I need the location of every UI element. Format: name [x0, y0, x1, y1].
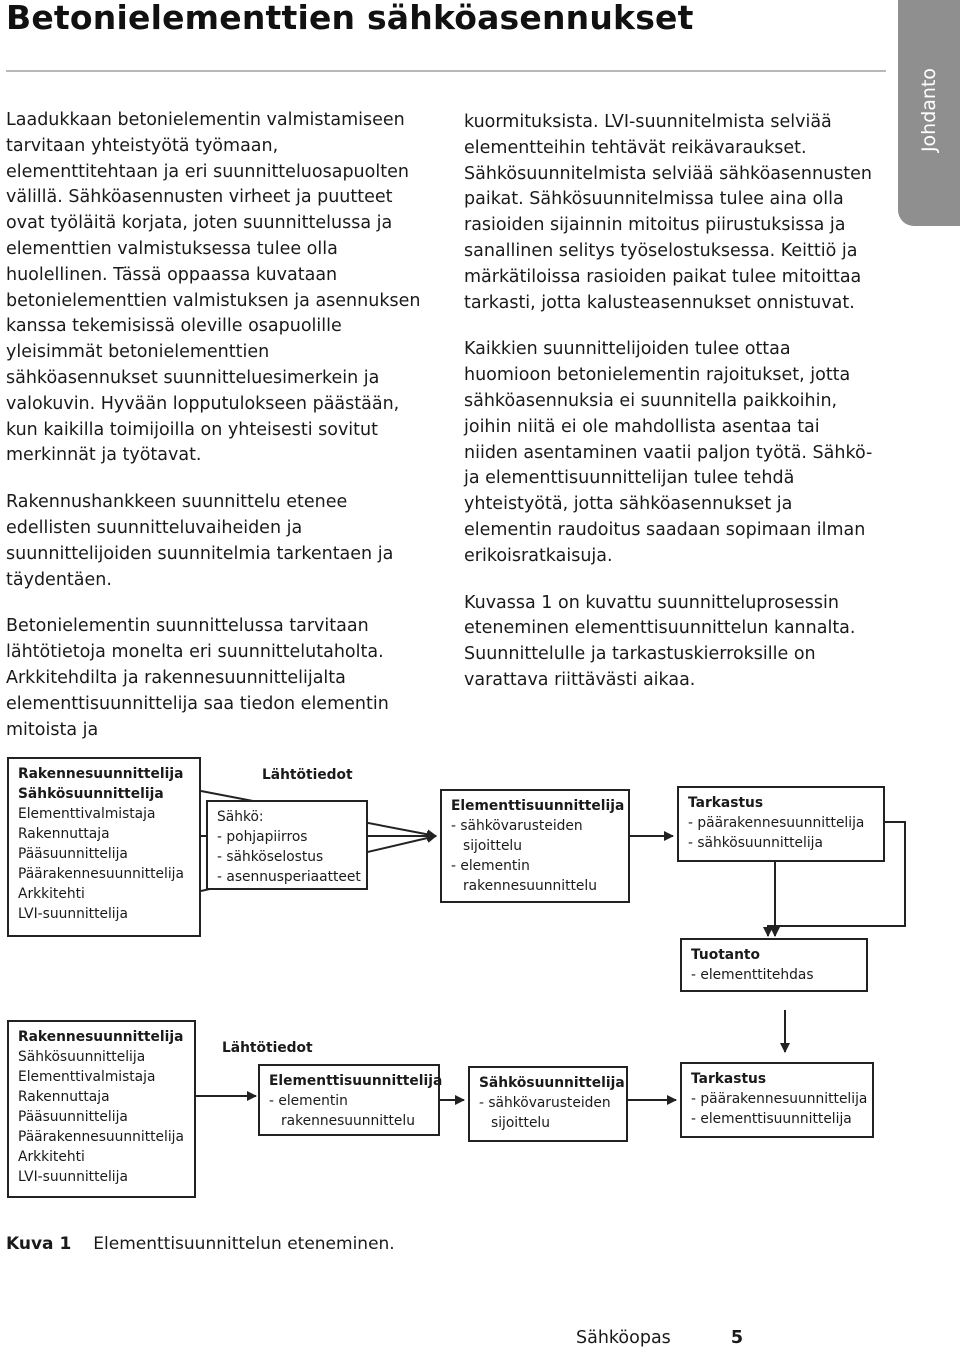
tarkastus-box — [680, 1062, 874, 1138]
box-item: sijoittelu — [491, 1115, 551, 1131]
participant: Sähkösuunnittelija — [18, 786, 164, 802]
box-item: - päärakennesuunnittelija — [691, 1091, 868, 1107]
participant: Rakennesuunnittelija — [18, 1029, 184, 1045]
page-number: 5 — [730, 1328, 743, 1348]
box-item: - elementtisuunnittelija — [691, 1111, 852, 1127]
box-item: - sähkösuunnittelija — [688, 835, 823, 851]
figure-caption — [6, 1234, 395, 1254]
participant: Arkkitehti — [18, 886, 85, 902]
participant: Arkkitehti — [18, 1149, 85, 1165]
box-item: - päärakennesuunnittelija — [688, 815, 865, 831]
lahtotiedot-item: - sähköselostus — [217, 849, 324, 865]
lahtotiedot-item: - asennusperiaatteet — [217, 869, 361, 885]
participant: Rakennesuunnittelija — [18, 766, 184, 782]
tuotanto-box — [680, 938, 868, 992]
participant: Rakennuttaja — [18, 1089, 110, 1105]
box-item: - sähkövarusteiden — [451, 818, 583, 834]
participant: Päärakennesuunnittelija — [18, 1129, 184, 1145]
participant: Elementtivalmistaja — [18, 1069, 156, 1085]
page-title: Betonielementtien sähköasennukset — [6, 0, 694, 37]
lahtotiedot-item: Sähkö: — [217, 809, 264, 825]
elementtisuunnittelija-box — [440, 789, 630, 903]
participant: Rakennuttaja — [18, 826, 110, 842]
caption-text: Elementtisuunnittelun eteneminen. — [93, 1234, 395, 1254]
lahtotiedot-item: - pohjapiirros — [217, 829, 308, 845]
box-item: - elementin — [269, 1093, 348, 1109]
participant: Pääsuunnittelija — [18, 1109, 128, 1125]
box-item: rakennesuunnittelu — [463, 878, 597, 894]
paragraph: Rakennushankkeen suunnittelu etenee edellisten suunnitteluvaiheiden ja suunnittelijoiden suunnitelmia tarkentaen ja täydentäen. — [6, 492, 394, 590]
box-title: Elementtisuunnittelija — [269, 1073, 443, 1089]
caption-label: Kuva 1 — [6, 1234, 72, 1254]
tarkastus-box — [677, 786, 885, 862]
box-item: - sähkövarusteiden — [479, 1095, 611, 1111]
box-item: - elementin — [451, 858, 530, 874]
lahtotiedot-label: Lähtötiedot — [222, 1040, 313, 1056]
participant: LVI-suunnittelija — [18, 906, 128, 922]
box-title: Tarkastus — [691, 1071, 767, 1087]
box-title: Sähkösuunnittelija — [479, 1075, 625, 1091]
paragraph: Laadukkaan betonielementin valmistamiseen tarvitaan yhteistyötä työmaan, elementtitehtaan ja eri suunnitteluosapuolten välillä. Sähköasennusten virheet ja puutteet ovat työläitä korjata, joten suunnittelussa ja elementtien valmistuksessa tulee olla huolellinen. Tässä oppaassa kuvataan betonielementtien valmistuksen ja asennuksen kanssa tekemisissä oleville osapuolille yleisimmät betonielementtien sähköasennukset suunnitteluesimerkein ja valokuvin. Hyvään lopputulokseen päästään, kun kaikilla toimijoilla on yhteisesti sovitut merkinnät ja työtavat. — [6, 110, 421, 466]
participants-box — [7, 757, 201, 937]
sahkosuunnittelija-box — [468, 1066, 628, 1142]
paragraph: Kaikkien suunnittelijoiden tulee ottaa huomioon betonielementin rajoitukset, jotta sähköasennuksia ei suunnitella paikkoihin, joihin niitä ei ole mahdollista asentaa tai niiden asentaminen vaatii paljon työtä. Sähkö- ja elementtisuunnittelijan tulee tehdä yhteistyötä, jotta sähköasennukset ja elementin raudoitus saadaan sopimaan ilman erikoisratkaisuja. — [464, 339, 873, 566]
paragraph: Kuvassa 1 on kuvattu suunnitteluprosessin eteneminen elementtisuunnittelun kannalta. Suunnittelulle ja tarkastuskierroksille on varattava riittävästi aikaa. — [464, 592, 856, 690]
box-title: Tarkastus — [688, 795, 764, 811]
footer-book-title: Sähköopas — [576, 1328, 671, 1348]
paragraph: kuormituksista. LVI-suunnitelmista selviää elementteihin tehtävät reikävaraukset. Sähkösuunnitelmista selviää sähköasennusten paikat. Sähkösuunnitelmissa tulee aina olla rasioiden sijainnin mitoitus piirustuksissa ja sanallinen selitys työselostuksessa. Keittiö ja märkätiloissa rasioiden paikat tulee mitoittaa tarkasti, jotta kalusteasennukset onnistuvat. — [464, 112, 872, 313]
participant: Pääsuunnittelija — [18, 846, 128, 862]
box-item: rakennesuunnittelu — [281, 1113, 415, 1129]
page-footer — [576, 1328, 743, 1348]
lahtotiedot-box — [206, 800, 368, 890]
participants-box — [7, 1020, 196, 1198]
box-item: - elementtitehdas — [691, 967, 814, 983]
paragraph: Betonielementin suunnittelussa tarvitaan lähtötietoja monelta eri suunnittelutaholta. Arkkitehdilta ja rakennesuunnittelijalta elementtisuunnittelija saa tiedon elementin mitoista ja — [6, 616, 389, 740]
elementtisuunnittelija-box — [258, 1064, 443, 1136]
lahtotiedot-label: Lähtötiedot — [262, 767, 353, 783]
participant: LVI-suunnittelija — [18, 1169, 128, 1185]
section-tab-label: Johdanto — [918, 67, 940, 153]
box-title: Elementtisuunnittelija — [451, 798, 625, 814]
box-title: Tuotanto — [691, 947, 760, 963]
participant: Elementtivalmistaja — [18, 806, 156, 822]
participant: Päärakennesuunnittelija — [18, 866, 184, 882]
box-item: sijoittelu — [463, 838, 523, 854]
participant: Sähkösuunnittelija — [18, 1049, 146, 1065]
